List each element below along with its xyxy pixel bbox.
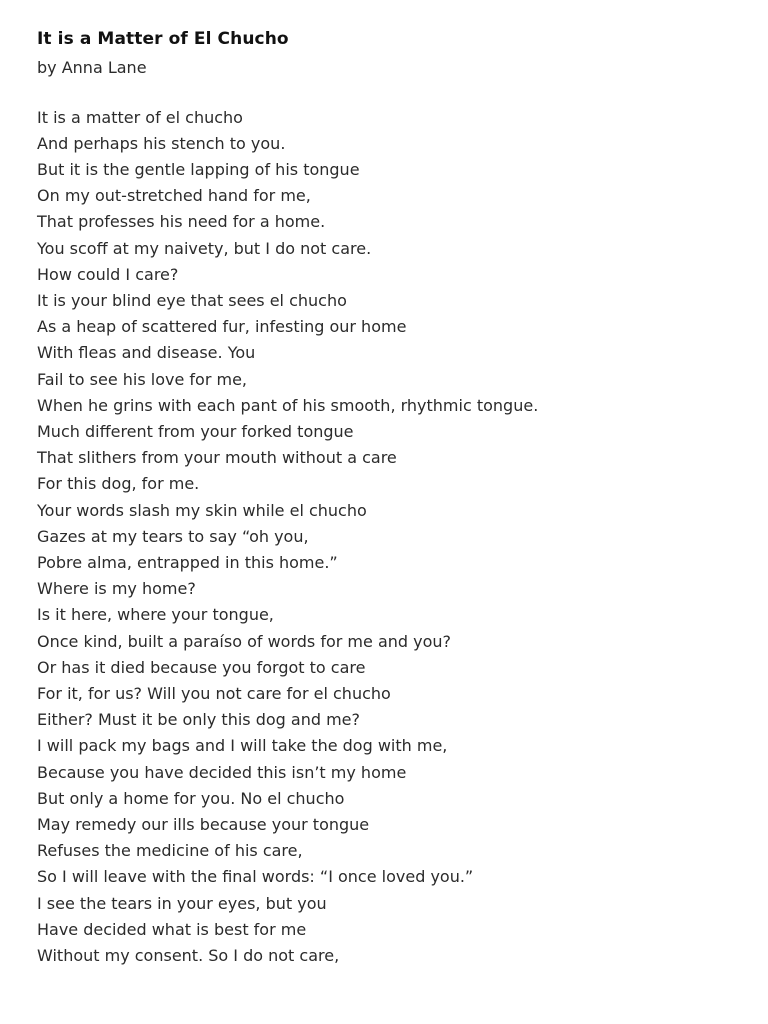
poem-line: That professes his need for a home. [37,212,326,232]
poem-line: Refuses the medicine of his care, [37,841,303,861]
poem-line: Because you have decided this isn’t my home [37,762,407,782]
poem-line: But it is the gentle lapping of his tongue [37,159,360,179]
poem-line: When he grins with each pant of his smooth, rhythmic tongue. [37,395,539,415]
poem-line: It is your blind eye that sees el chucho [37,290,347,310]
poem-line: Pobre alma, entrapped in this home.” [37,552,338,572]
poem-line: Have decided what is best for me [37,919,307,939]
poem-line: Where is my home? [37,579,196,599]
poem-line: As a heap of scattered fur, infesting our home [37,317,407,337]
poem-line: You scoff at my naivety, but I do not care. [37,238,372,258]
poem-line: How could I care? [37,264,179,284]
poem-line: Either? Must it be only this dog and me? [37,710,361,730]
poem-line: For this dog, for me. [37,474,200,494]
poem-line: Once kind, built a paraíso of words for me and you? [37,631,452,651]
author-byline: by Anna Lane [37,57,147,77]
poem-line: So I will leave with the final words: “I once loved you.” [37,867,474,887]
poem-line: I see the tears in your eyes, but you [37,893,327,913]
poem-line: Your words slash my skin while el chucho [37,500,367,520]
poem-line: Fail to see his love for me, [37,369,248,389]
poem-line: And perhaps his stench to you. [37,133,286,153]
poem-line: Or has it died because you forgot to care [37,657,366,677]
poem-line: Without my consent. So I do not care, [37,946,340,966]
poem-line: Is it here, where your tongue, [37,605,274,625]
page-title: It is a Matter of El Chucho [37,29,289,49]
poem-body [37,105,732,970]
poem-line: With fleas and disease. You [37,343,256,363]
poem-line: May remedy our ills because your tongue [37,815,370,835]
poem-line: For it, for us? Will you not care for el chucho [37,684,391,703]
poem-line: Gazes at my tears to say “oh you, [37,526,309,546]
poem-line: But only a home for you. No el chucho [37,788,345,808]
poem-line: It is a matter of el chucho [37,107,243,127]
poem-line: I will pack my bags and I will take the dog with me, [37,736,448,756]
poem-line: That slithers from your mouth without a care [37,448,397,468]
poem-line: Much different from your forked tongue [37,421,354,441]
poem-line: On my out-stretched hand for me, [37,186,311,206]
